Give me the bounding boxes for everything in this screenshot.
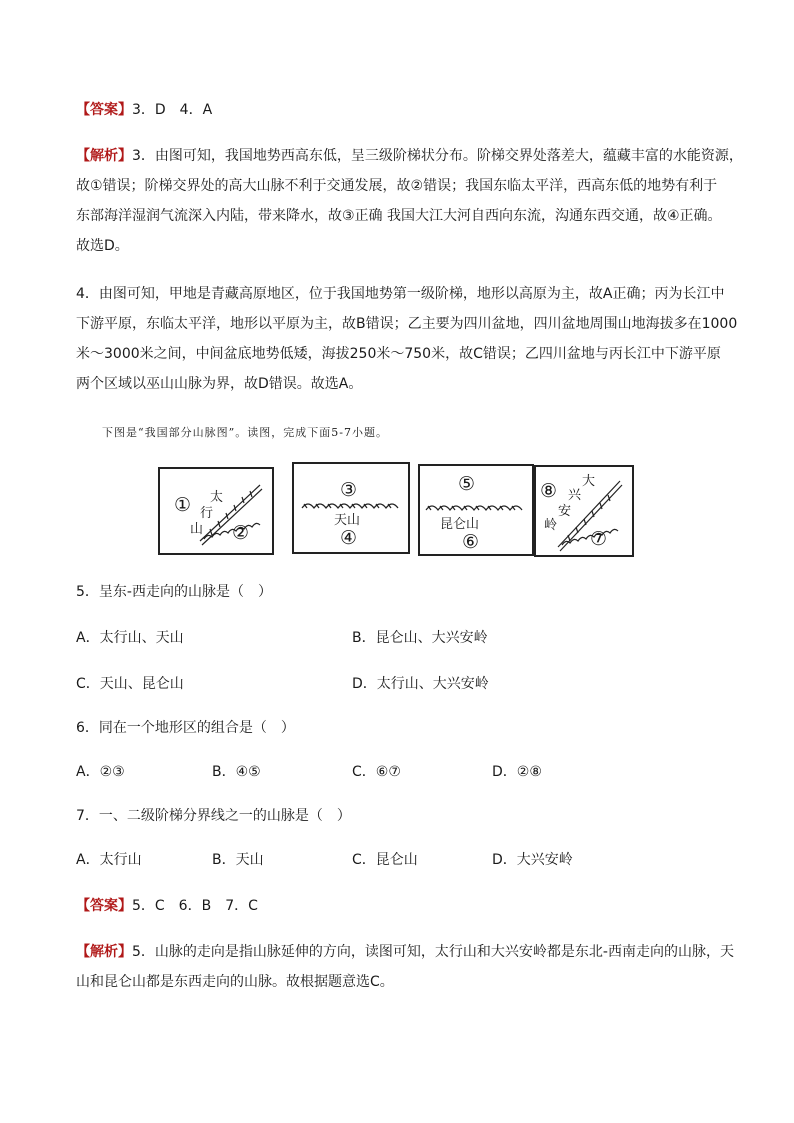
taihang-box	[158, 467, 274, 555]
analysis-5-line-2: 山和昆仑山都是东西走向的山脉。故根据题意选C。	[76, 974, 394, 990]
q6-option-b[interactable]: B．④⑤	[212, 764, 261, 780]
answer-tag: 【答案】	[76, 898, 132, 914]
question-6-stem: 6．同在一个地形区的组合是（ ）	[76, 720, 295, 736]
q6-option-d[interactable]: D．②⑧	[492, 764, 542, 780]
analysis-4-line-3: 米～3000米之间，中间盆底地势低矮，海拔250米～750米，故C错误；乙四川盆地与丙长江中下游平原	[76, 346, 721, 362]
analysis-4-line-1: 4．由图可知，甲地是青藏高原地区，位于我国地势第一级阶梯，地形以高原为主，故A正确；丙为长江中	[76, 286, 725, 302]
answer-tag: 【答案】	[76, 102, 132, 118]
q6-option-a[interactable]: A．②③	[76, 764, 125, 780]
taihang-char-3: 山	[190, 522, 204, 537]
kunlun-label: 昆仑山	[440, 517, 480, 532]
taihang-char-1: 太	[210, 490, 224, 505]
analysis-5-line-1	[76, 942, 734, 962]
marker-7: ⑦	[590, 528, 608, 550]
marker-2: ②	[232, 522, 250, 544]
analysis-3-line-4: 故选D。	[76, 238, 129, 254]
marker-8: ⑧	[540, 480, 558, 502]
analysis-tag: 【解析】	[76, 148, 132, 164]
figure-caption: 下图是“我国部分山脉图”。读图，完成下面5-7小题。	[102, 426, 388, 439]
tianshan-box	[292, 462, 410, 554]
analysis-text: 5．山脉的走向是指山脉延伸的方向，读图可知，太行山和大兴安岭都是东北-西南走向的山脉，天	[132, 944, 734, 960]
kunlun-box	[418, 464, 534, 556]
q7-option-d[interactable]: D．大兴安岭	[492, 852, 573, 868]
q5-option-a[interactable]: A．太行山、天山	[76, 630, 184, 646]
dxal-char-2: 兴	[568, 488, 582, 503]
analysis-4-line-2: 下游平原，东临太平洋，地形以平原为主，故B错误；乙主要为四川盆地，四川盆地周围山地海拔多在1000	[76, 316, 738, 332]
daxinganling-box	[534, 465, 634, 557]
q7-option-a[interactable]: A．太行山	[76, 852, 142, 868]
analysis-3-line-3: 东部海洋湿润气流深入内陆，带来降水，故③正确 我国大江大河自西向东流，沟通东西交通，故④正确。	[76, 208, 722, 224]
analysis-3-line-1	[76, 146, 743, 166]
question-7-stem: 7．一、二级阶梯分界线之一的山脉是（ ）	[76, 808, 351, 824]
question-5-stem: 5．呈东-西走向的山脉是（ ）	[76, 584, 272, 600]
marker-3: ③	[340, 479, 358, 501]
analysis-3-line-2: 故①错误；阶梯交界处的高大山脉不利于交通发展，故②错误；我国东临太平洋，西高东低的地势有利于	[76, 178, 718, 194]
tianshan-label: 天山	[334, 513, 361, 528]
analysis-tag: 【解析】	[76, 944, 132, 960]
answer-3-4	[76, 100, 726, 120]
marker-5: ⑤	[458, 473, 476, 495]
q6-option-c[interactable]: C．⑥⑦	[352, 764, 401, 780]
marker-4: ④	[340, 527, 358, 549]
marker-6: ⑥	[462, 531, 480, 553]
analysis-4-line-4: 两个区域以巫山山脉为界，故D错误。故选A。	[76, 376, 363, 392]
q7-option-c[interactable]: C．昆仑山	[352, 852, 418, 868]
taihang-char-2: 行	[200, 506, 214, 521]
marker-1: ①	[174, 494, 192, 516]
q5-option-b[interactable]: B．昆仑山、大兴安岭	[352, 630, 488, 646]
q5-option-c[interactable]: C．天山、昆仑山	[76, 676, 184, 692]
q5-option-d[interactable]: D．太行山、大兴安岭	[352, 676, 489, 692]
dxal-char-4: 岭	[544, 518, 558, 533]
dxal-char-1: 大	[582, 474, 596, 489]
answer-5-7	[76, 896, 726, 916]
dxal-char-3: 安	[558, 504, 572, 519]
answer-text: 3．D 4．A	[132, 102, 213, 118]
analysis-text: 3．由图可知，我国地势西高东低，呈三级阶梯状分布。阶梯交界处落差大，蕴藏丰富的水能资源，	[132, 148, 743, 164]
answer-text: 5．C 6．B 7．C	[132, 898, 258, 914]
q7-option-b[interactable]: B．天山	[212, 852, 264, 868]
